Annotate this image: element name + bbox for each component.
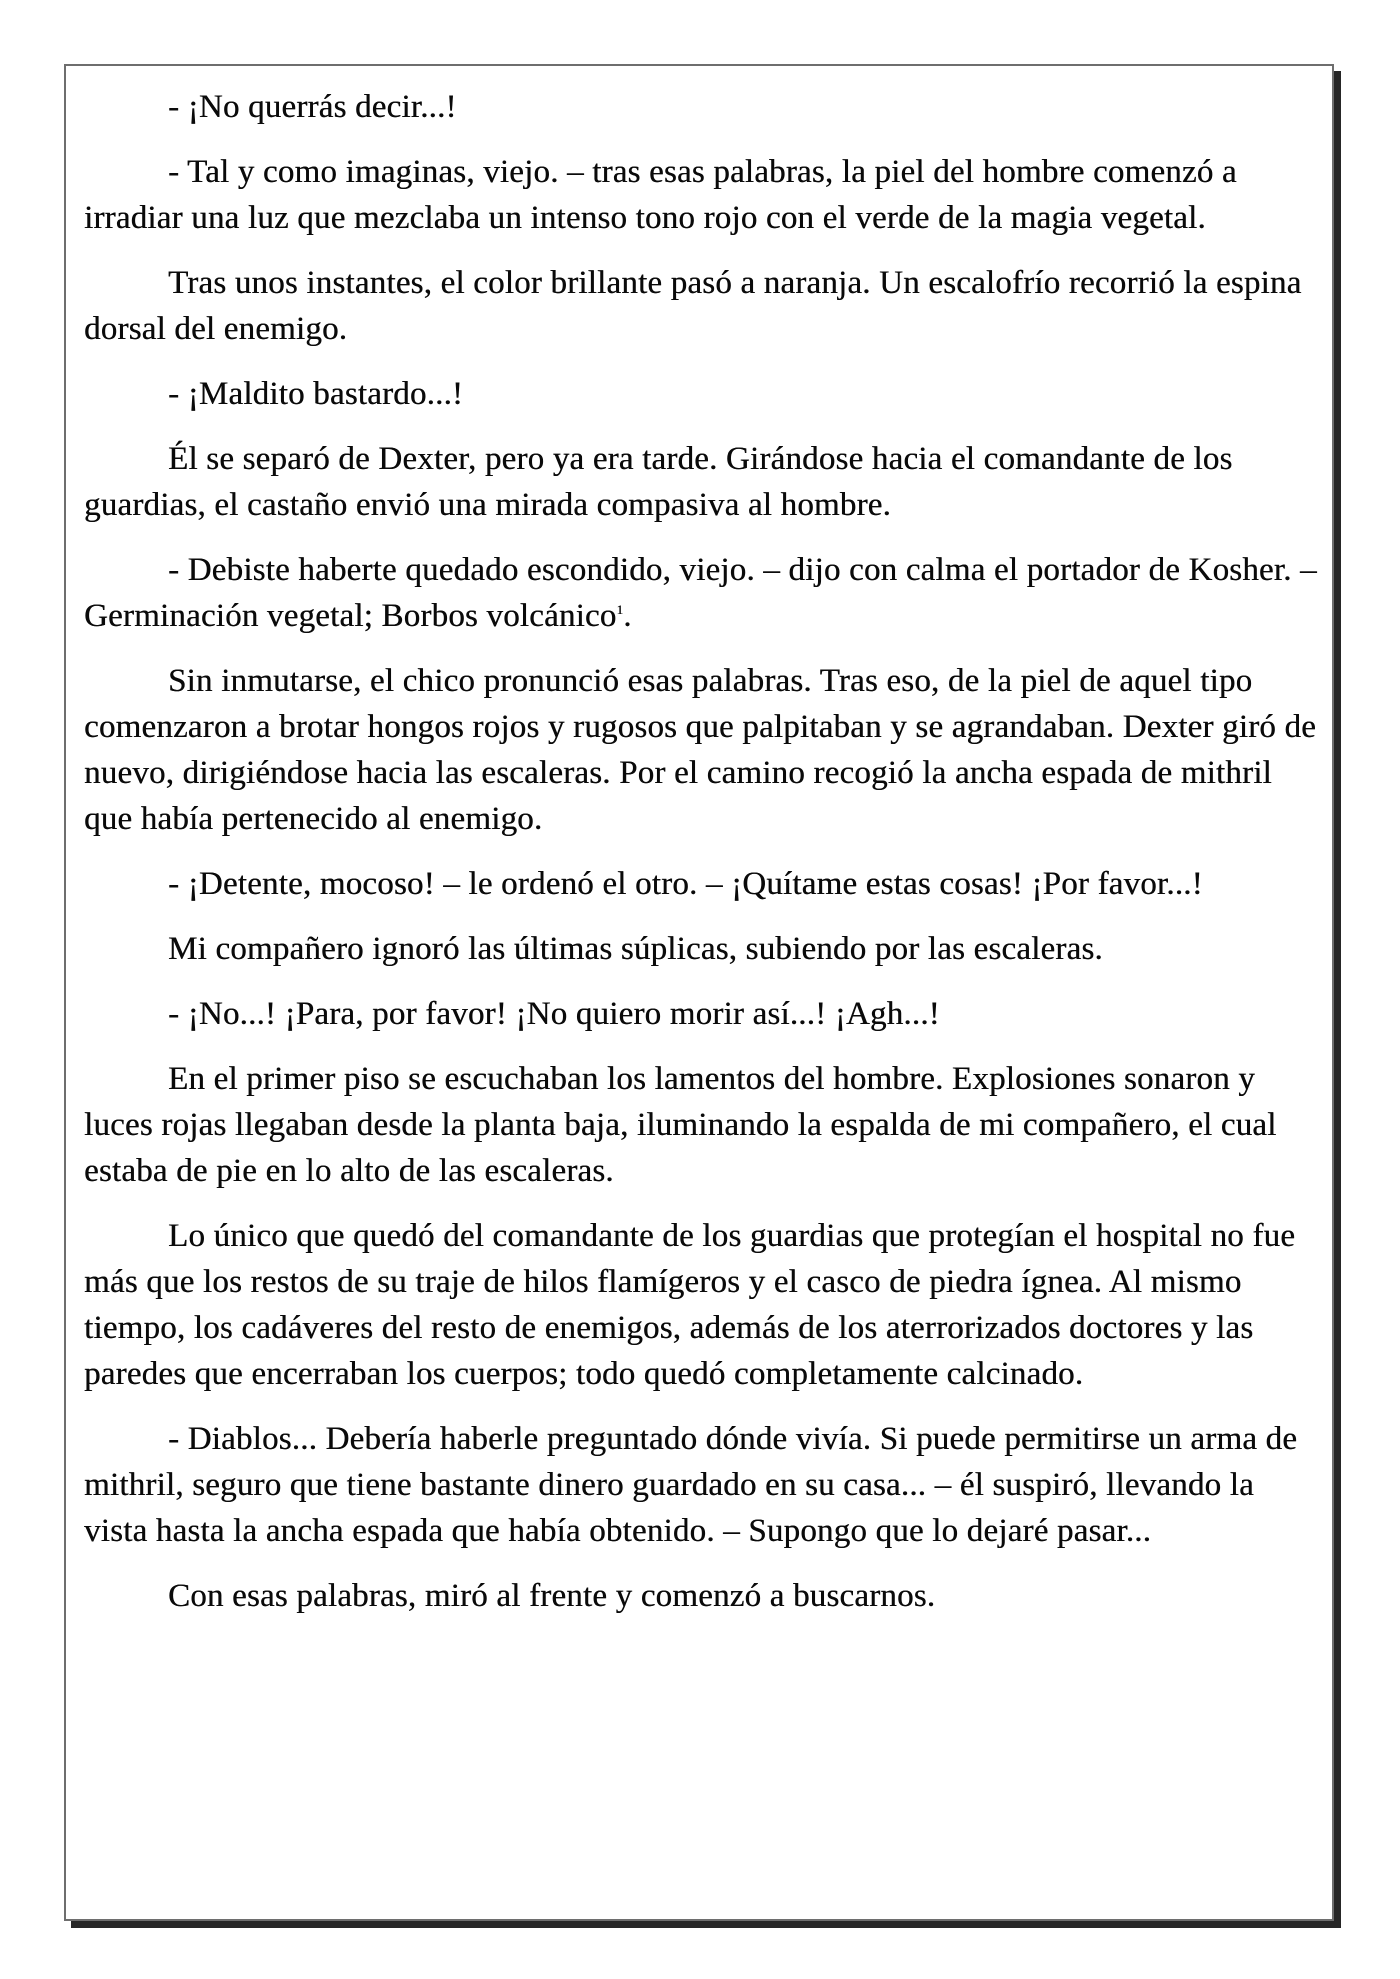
paragraph-text: Tras unos instantes, el color brillante pasó a naranja. Un escalofrío recorrió la espina dorsal del enemigo. — [84, 265, 1302, 347]
paragraph-10 — [84, 991, 1324, 1037]
paragraph-text: Sin inmutarse, el chico pronunció esas palabras. Tras eso, de la piel de aquel tipo comenzaron a brotar hongos rojos y rugosos que palpitaban y se agrandaban. Dexter giró de nuevo, dirigiéndose hacia las escaleras. Por el camino recogió la ancha espada de mithril que había pertenecido al enemigo. — [84, 663, 1316, 837]
paragraph-8 — [84, 861, 1324, 907]
paragraph-14 — [84, 1573, 1324, 1619]
document-text-body — [84, 84, 1324, 1638]
paragraph-7 — [84, 658, 1324, 842]
paragraph-11 — [84, 1056, 1324, 1194]
paragraph-text-tail: . — [623, 598, 632, 634]
paragraph-2 — [84, 149, 1324, 241]
paragraph-1 — [84, 84, 1324, 130]
paragraph-text: - ¡No...! ¡Para, por favor! ¡No quiero morir así...! ¡Agh...! — [168, 996, 940, 1032]
paragraph-text: - ¡No querrás decir...! — [168, 89, 457, 125]
paragraph-4 — [84, 371, 1324, 417]
paragraph-text: Él se separó de Dexter, pero ya era tarde. Girándose hacia el comandante de los guardias, el castaño envió una mirada compasiva al hombre. — [84, 441, 1233, 523]
paragraph-6 — [84, 547, 1324, 639]
paragraph-12 — [84, 1213, 1324, 1397]
paragraph-text: - ¡Maldito bastardo...! — [168, 376, 464, 412]
paragraph-text: En el primer piso se escuchaban los lamentos del hombre. Explosiones sonaron y luces rojas llegaban desde la planta baja, iluminando la espalda de mi compañero, el cual estaba de pie en lo alto de las escaleras. — [84, 1061, 1277, 1189]
paragraph-text: - Debiste haberte quedado escondido, viejo. – dijo con calma el portador de Kosher. – Germinación vegetal; Borbos volcánico — [84, 552, 1317, 634]
paragraph-text: - ¡Detente, mocoso! – le ordenó el otro. – ¡Quítame estas cosas! ¡Por favor...! — [168, 866, 1203, 902]
paragraph-text: - Diablos... Debería haberle preguntado dónde vivía. Si puede permitirse un arma de mithril, seguro que tiene bastante dinero guardado en su casa... – él suspiró, llevando la vista hasta la ancha espada que había obtenido. – Supongo que lo dejaré pasar... — [84, 1421, 1298, 1549]
paragraph-text: Con esas palabras, miró al frente y comenzó a buscarnos. — [168, 1578, 936, 1614]
paragraph-text: Mi compañero ignoró las últimas súplicas, subiendo por las escaleras. — [168, 931, 1103, 967]
footnote-reference[interactable]: 1 — [616, 602, 624, 617]
paragraph-3 — [84, 260, 1324, 352]
paragraph-text: - Tal y como imaginas, viejo. – tras esas palabras, la piel del hombre comenzó a irradiar una luz que mezclaba un intenso tono rojo con el verde de la magia vegetal. — [84, 154, 1237, 236]
paragraph-13 — [84, 1416, 1324, 1554]
paragraph-9 — [84, 926, 1324, 972]
paragraph-text: Lo único que quedó del comandante de los guardias que protegían el hospital no fue más que los restos de su traje de hilos flamígeros y el casco de piedra ígnea. Al mismo tiempo, los cadáveres del resto de enemigos, además de los aterrorizados doctores y las paredes que encerraban los cuerpos; todo quedó completamente calcinado. — [84, 1218, 1296, 1392]
paragraph-5 — [84, 436, 1324, 528]
